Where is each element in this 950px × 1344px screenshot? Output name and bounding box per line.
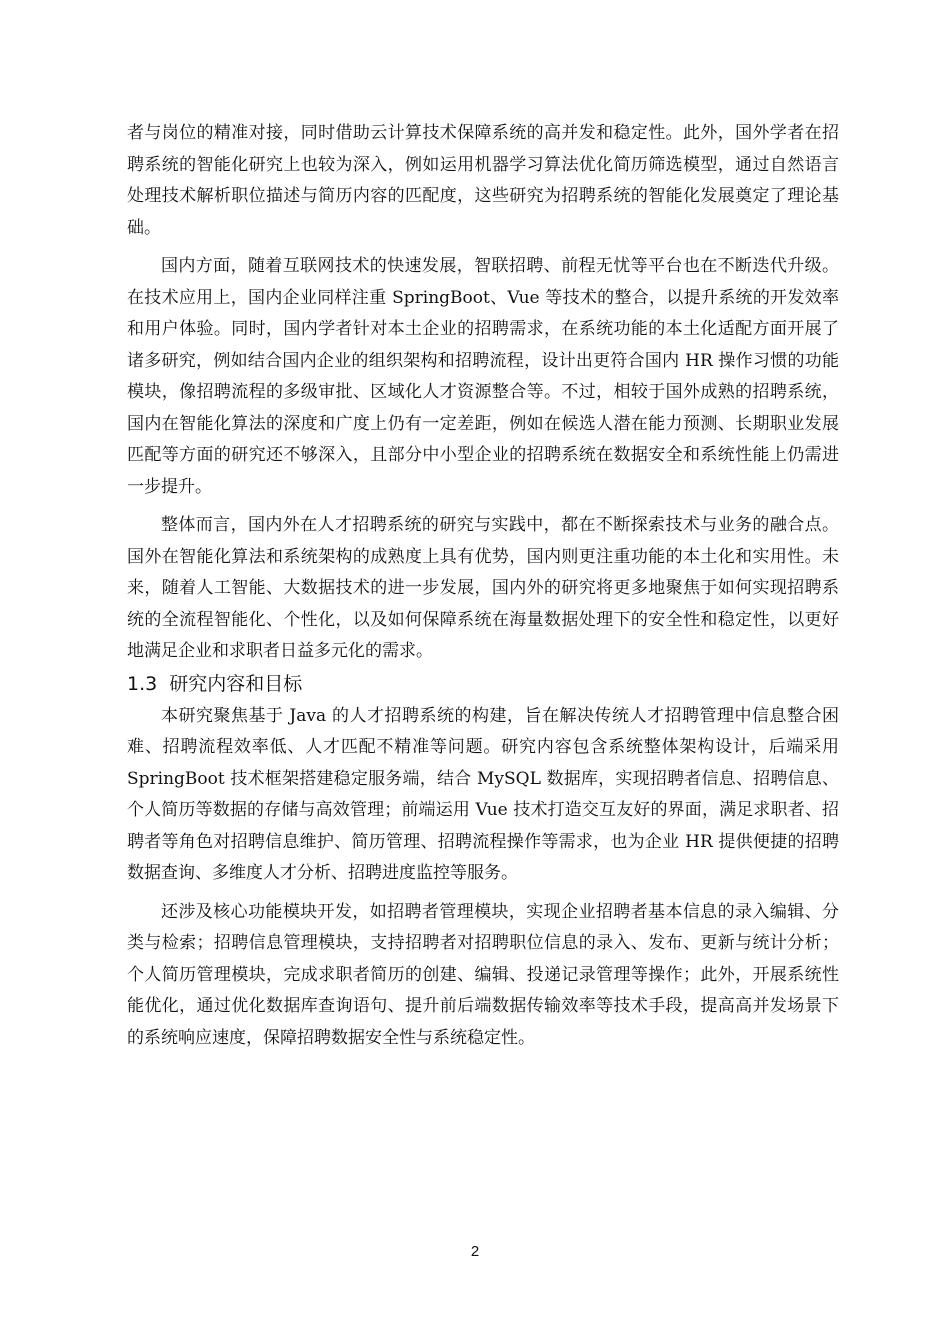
paragraph-overall-summary: 整体而言，国内外在人才招聘系统的研究与实践中，都在不断探索技术与业务的融合点。国外在智能化算法和系统架构的成熟度上具有优势，国内则更注重功能的本土化和实用性。未来，随着人工智能、大数据技术的进一步发展，国内外的研究将更多地聚焦于如何实现招聘系统的全流程智能化、个性化，以及如何保障系统在海量数据处理下的安全性和稳定性，以更好地满足企业和求职者日益多元化的需求。 [127, 515, 839, 661]
section-number: 1.3 [127, 672, 158, 695]
section-title: 研究内容和目标 [169, 672, 303, 695]
section-heading [127, 669, 839, 700]
page-body [127, 118, 839, 1054]
paragraph-core-modules: 还涉及核心功能模块开发，如招聘者管理模块，实现企业招聘者基本信息的录入编辑、分类与检索；招聘信息管理模块，支持招聘者对招聘职位信息的录入、发布、更新与统计分析；个人简历管理模块，完成求职者简历的创建、编辑、投递记录管理等操作；此外，开展系统性能优化，通过优化数据库查询语句、提升前后端数据传输效率等技术手段，提高高并发场景下的系统响应速度，保障招聘数据安全性与系统稳定性。 [127, 901, 839, 1048]
paragraph-research-content: 本研究聚焦基于 Java 的人才招聘系统的构建，旨在解决传统人才招聘管理中信息整合困难、招聘流程效率低、人才匹配不精准等问题。研究内容包含系统整体架构设计，后端采用 SpringBoot 技术框架搭建稳定服务端，结合 MySQL 数据库，实现招聘者信息、招聘信息、个人简历等数据的存储与高效管理；前端运用 Vue 技术打造交互友好的界面，满足求职者、招聘者等角色对招聘信息维护、简历管理、招聘流程操作等需求，也为企业 HR 提供便捷的招聘数据查询、多维度人才分析、招聘进度监控等服务。 [127, 705, 839, 883]
paragraph-continued: 者与岗位的精准对接，同时借助云计算技术保障系统的高并发和稳定性。此外，国外学者在招聘系统的智能化研究上也较为深入，例如运用机器学习算法优化简历筛选模型，通过自然语言处理技术解析职位描述与简历内容的匹配度，这些研究为招聘系统的智能化发展奠定了理论基础。 [127, 123, 839, 238]
paragraph-domestic-research: 国内方面，随着互联网技术的快速发展，智联招聘、前程无忧等平台也在不断迭代升级。在技术应用上，国内企业同样注重 SpringBoot、Vue 等技术的整合，以提升系统的开发效率和用户体验。同时，国内学者针对本土企业的招聘需求，在系统功能的本土化适配方面开展了诸多研究，例如结合国内企业的组织架构和招聘流程，设计出更符合国内 HR 操作习惯的功能模块，像招聘流程的多级审批、区域化人才资源整合等。不过，相较于国外成熟的招聘系统，国内在智能化算法的深度和广度上仍有一定差距，例如在候选人潜在能力预测、长期职业发展匹配等方面的研究还不够深入，且部分中小型企业的招聘系统在数据安全和系统性能上仍需进一步提升。 [127, 256, 839, 497]
page-number: 2 [470, 1243, 480, 1260]
